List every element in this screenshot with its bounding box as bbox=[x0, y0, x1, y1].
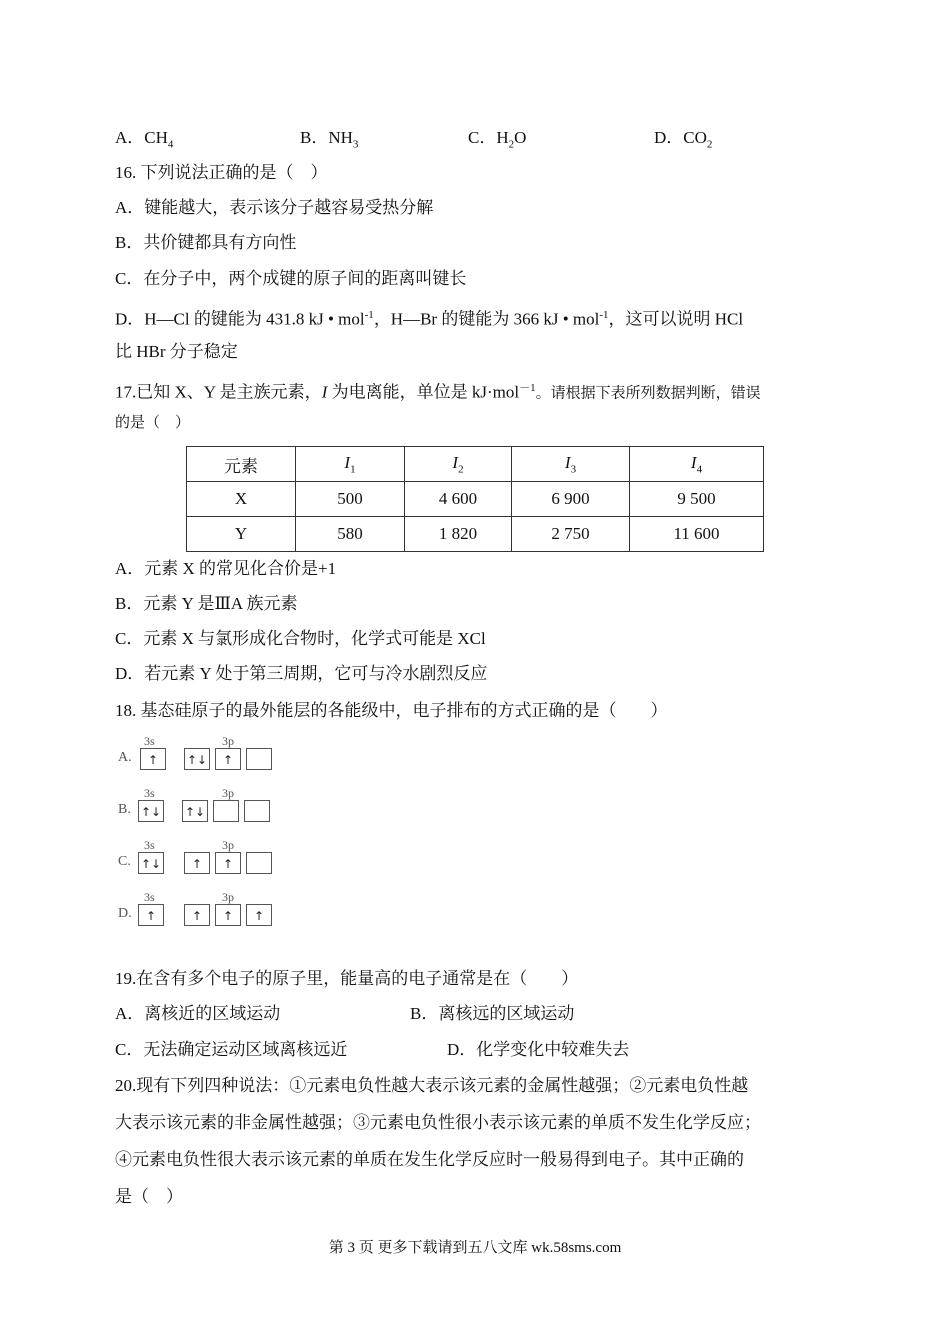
table-cell: 580 bbox=[296, 517, 405, 552]
orbital-3p-box bbox=[213, 800, 239, 822]
orbital-3s-label: 3s bbox=[144, 890, 155, 904]
q15-option-b: B．$NH_3$ bbox=[300, 128, 359, 151]
option-letter: D. bbox=[118, 906, 132, 921]
q16-option-d-cont: 比 HBr 分子稳定 bbox=[115, 342, 238, 361]
orbital-3p-label: 3p bbox=[222, 890, 234, 904]
orbital-3p-box: ↑↓ bbox=[182, 800, 208, 822]
q16-stem: 16. 下列说法正确的是（ ） bbox=[115, 163, 328, 182]
orbital-3p-box: ↑ bbox=[246, 904, 272, 926]
q19-option-a: A．离核近的区域运动 bbox=[115, 1004, 281, 1023]
orbital-3p-box: ↑ bbox=[215, 852, 241, 874]
q16-option-b: B．共价键都具有方向性 bbox=[115, 233, 297, 252]
table-row bbox=[187, 517, 764, 552]
table-cell: 11 600 bbox=[630, 517, 764, 552]
orbital-3p-box: ↑ bbox=[215, 904, 241, 926]
orbital-3p-label: 3p bbox=[222, 786, 234, 800]
ionization-energy-table bbox=[186, 446, 764, 552]
table-header-cell: 元素 bbox=[187, 447, 296, 482]
q15-option-a: A．$CH_4$ bbox=[115, 128, 174, 151]
q15-option-d: D．$CO_2$ bbox=[654, 128, 713, 151]
orbital-3s-box: ↑↓ bbox=[138, 800, 164, 822]
orbital-3p-box bbox=[246, 852, 272, 874]
orbital-3s-label: 3s bbox=[144, 786, 155, 800]
q16-option-d: D．H—Cl 的键能为 431.8 kJ • mol$^{-1}$，H—Br 的键能为 366 kJ • mol$^{-1}$，这可以说明 HCl bbox=[115, 309, 744, 329]
orbital-3s-label: 3s bbox=[144, 838, 155, 852]
orbital-3s-box: ↑ bbox=[140, 748, 166, 770]
q16-option-c: C．在分子中，两个成键的原子间的距离叫键长 bbox=[115, 269, 467, 288]
table-cell: Y bbox=[187, 517, 296, 552]
table-row bbox=[187, 482, 764, 517]
orbital-3s-label: 3s bbox=[144, 734, 155, 748]
table-header-cell: $I_3$ bbox=[512, 447, 630, 482]
table-cell: 4 600 bbox=[405, 482, 512, 517]
q19-option-b: B．离核远的区域运动 bbox=[410, 1004, 575, 1023]
orbital-3s-box: ↑↓ bbox=[138, 852, 164, 874]
orbital-3s-box: ↑ bbox=[138, 904, 164, 926]
q17-option-b: B．元素 Y 是ⅢA 族元素 bbox=[115, 594, 298, 613]
orbital-3p-box: ↑↓ bbox=[184, 748, 210, 770]
table-cell: 6 900 bbox=[512, 482, 630, 517]
orbital-3p-box: ↑ bbox=[184, 904, 210, 926]
q18-stem: 18. 基态硅原子的最外能层的各能级中，电子排布的方式正确的是（ ） bbox=[115, 701, 668, 720]
q16-option-a: A．键能越大，表示该分子越容易受热分解 bbox=[115, 198, 434, 217]
table-cell: X bbox=[187, 482, 296, 517]
table-cell: 1 820 bbox=[405, 517, 512, 552]
q19-option-d: D．化学变化中较难失去 bbox=[447, 1040, 630, 1059]
orbital-3p-box bbox=[246, 748, 272, 770]
orbital-3p-box: ↑ bbox=[184, 852, 210, 874]
q15-option-c: C．$H_2O$ bbox=[468, 128, 527, 151]
table-header-cell: $I_4$ bbox=[630, 447, 764, 482]
q20-stem-line1: 20.现有下列四种说法：①元素电负性越大表示该元素的金属性越强；②元素电负性越 bbox=[115, 1076, 749, 1095]
q20-stem-line3: ④元素电负性很大表示该元素的单质在发生化学反应时一般易得到电子。其中正确的 bbox=[115, 1150, 744, 1169]
q19-stem: 19.在含有多个电子的原子里，能量高的电子通常是在（ ） bbox=[115, 969, 579, 988]
table-cell: 2 750 bbox=[512, 517, 630, 552]
orbital-3p-label: 3p bbox=[222, 734, 234, 748]
q17-stem: 17.已知 X、Y 是主族元素，I 为电离能，单位是 kJ·mol$^{-1}$。请根据下表所列数据判断，错误 bbox=[115, 382, 761, 402]
option-letter: B. bbox=[118, 802, 131, 817]
option-letter: A. bbox=[118, 750, 132, 765]
q20-stem-line4: 是（ ） bbox=[115, 1187, 183, 1206]
q17-option-d: D．若元素 Y 处于第三周期，它可与冷水剧烈反应 bbox=[115, 664, 488, 683]
table-cell: 9 500 bbox=[630, 482, 764, 517]
q20-stem-line2: 大表示该元素的非金属性越强；③元素电负性很小表示该元素的单质不发生化学反应； bbox=[115, 1113, 761, 1132]
table-header-row bbox=[187, 447, 764, 482]
table-header-cell: $I_1$ bbox=[296, 447, 405, 482]
page-footer: 第 3 页 更多下载请到五八文库 wk.58sms.com bbox=[328, 1240, 622, 1256]
table-header-cell: $I_2$ bbox=[405, 447, 512, 482]
q19-option-c: C．无法确定运动区域离核远近 bbox=[115, 1040, 348, 1059]
q17-option-a: A．元素 X 的常见化合价是+1 bbox=[115, 559, 337, 578]
table-cell: 500 bbox=[296, 482, 405, 517]
orbital-3p-label: 3p bbox=[222, 838, 234, 852]
option-letter: C. bbox=[118, 854, 131, 869]
orbital-3p-box bbox=[244, 800, 270, 822]
orbital-3p-box: ↑ bbox=[215, 748, 241, 770]
q17-option-c: C．元素 X 与氯形成化合物时，化学式可能是 XCl bbox=[115, 629, 486, 648]
q17-stem-cont: 的是（ ） bbox=[115, 415, 191, 431]
